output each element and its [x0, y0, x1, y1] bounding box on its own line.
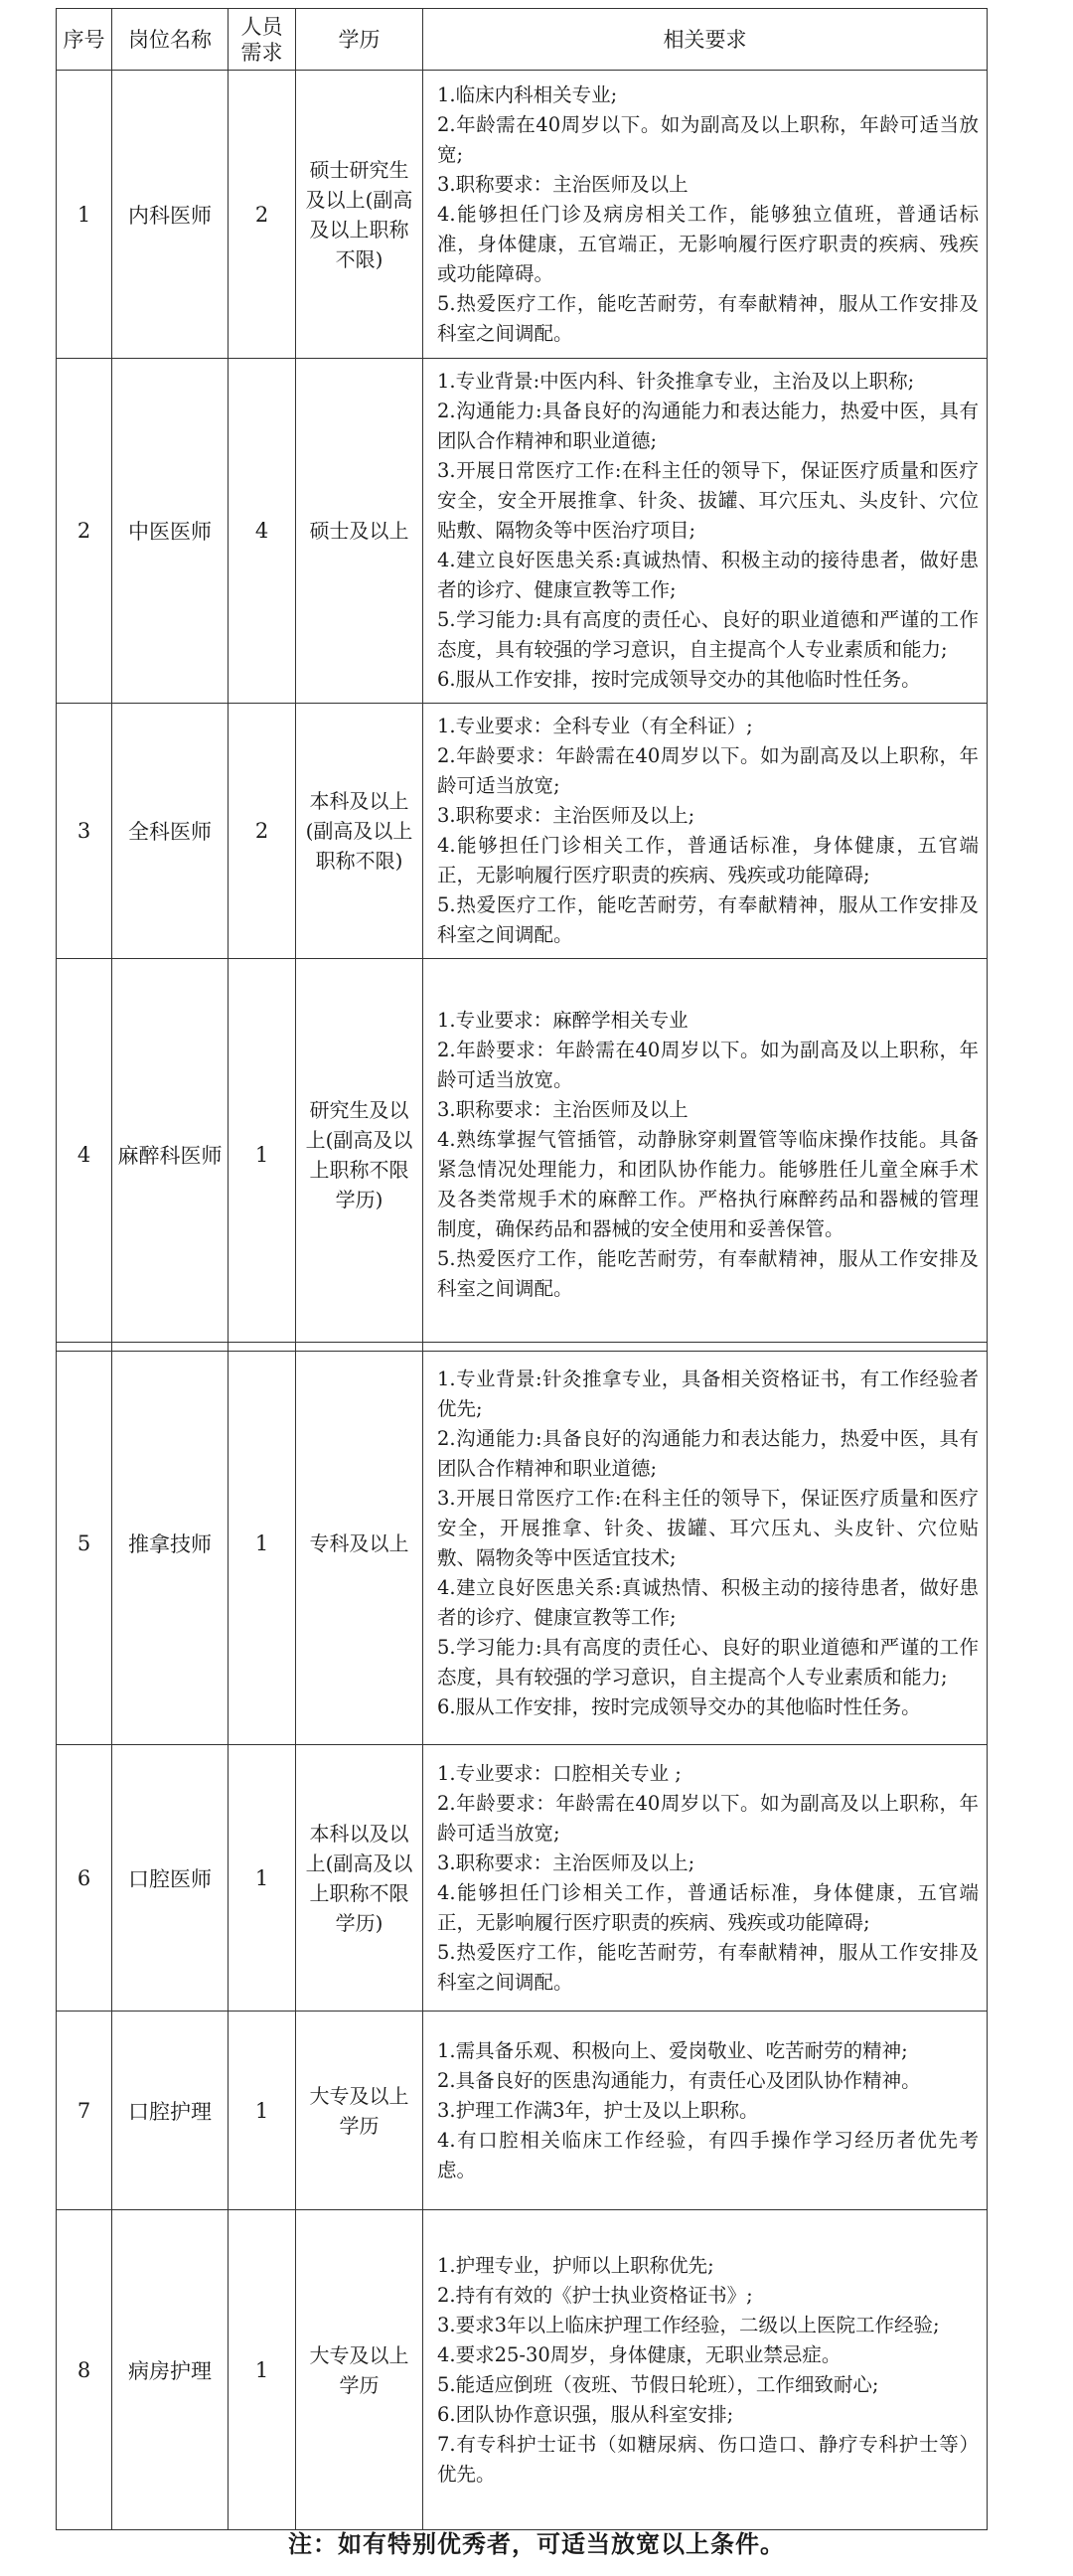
requirement-line: 2.年龄要求：年龄需在40周岁以下。如为副高及以上职称，年龄可适当放宽; [437, 1791, 979, 1845]
requirement-line: 3.要求3年以上临床护理工作经验，二级以上医院工作经验; [437, 2313, 940, 2336]
header-position: 岗位名称 [112, 9, 229, 71]
requirement-line: 6.服从工作安排，按时完成领导交办的其他临时性任务。 [437, 668, 921, 691]
cell-no: 8 [57, 2210, 112, 2530]
cell-education: 硕士研究生及以上(副高及以上职称不限) [296, 71, 423, 359]
cell-requirements [423, 359, 988, 704]
requirement-line: 2.年龄要求：年龄需在40周岁以下。如为副高及以上职称，年龄可适当放宽; [437, 744, 979, 797]
cell-count: 1 [229, 1343, 296, 1745]
cell-requirements [423, 704, 988, 959]
footnote: 注：如有特别优秀者，可适当放宽以上条件。 [288, 2529, 785, 2558]
cell-count: 2 [229, 71, 296, 359]
cell-position: 口腔护理 [112, 2012, 229, 2210]
requirement-line: 4.要求25-30周岁，身体健康，无职业禁忌症。 [437, 2342, 842, 2366]
cell-position: 内科医师 [112, 71, 229, 359]
table-row [57, 704, 988, 959]
table-row [57, 71, 988, 359]
requirement-line: 2.年龄需在40周岁以下。如为副高及以上职称，年龄可适当放宽; [437, 112, 979, 166]
cell-position: 中医医师 [112, 359, 229, 704]
requirement-line: 3.职称要求：主治医师及以上 [437, 172, 689, 196]
requirement-line: 4.熟练掌握气管插管，动静脉穿刺置管等临床操作技能。具备紧急情况处理能力，和团队协作能力。能够胜任儿童全麻手术及各类常规手术的麻醉工作。严格执行麻醉药品和器械的管理制度，确保药品和器械的安全使用和妥善保管。 [437, 1128, 979, 1240]
requirement-line: 4.建立良好医患关系:真诚热情、积极主动的接待患者，做好患者的诊疗、健康宣教等工作; [437, 549, 979, 601]
requirement-line: 1.专业背景:中医内科、针灸推拿专业，主治及以上职称; [437, 370, 915, 393]
table-header-row [57, 9, 988, 71]
requirement-line: 2.年龄要求：年龄需在40周岁以下。如为副高及以上职称，年龄可适当放宽。 [437, 1039, 979, 1091]
requirement-line: 5.学习能力:具有高度的责任心、良好的职业道德和严谨的工作态度，具有较强的学习意识，自主提高个人专业素质和能力; [437, 1636, 979, 1689]
requirement-line: 1.专业要求：全科专业（有全科证）; [437, 715, 753, 737]
table-1-body [57, 71, 988, 1352]
table-row [57, 1343, 988, 1745]
cell-education: 本科以及以上(副高及以上职称不限学历) [296, 1745, 423, 2012]
requirement-line: 4.能够担任门诊相关工作，普通话标准，身体健康，五官端正，无影响履行医疗职责的疾病、残疾或功能障碍; [437, 1880, 979, 1934]
requirement-line: 1.专业要求：口腔相关专业 ; [437, 1761, 682, 1785]
cell-no: 5 [57, 1343, 112, 1745]
table-row [57, 359, 988, 704]
cell-education: 大专及以上学历 [296, 2012, 423, 2210]
requirement-line: 7.有专科护士证书（如糖尿病、伤口造口、静疗专科护士等）优先。 [437, 2432, 979, 2486]
requirement-line: 3.开展日常医疗工作:在科主任的领导下，保证医疗质量和医疗安全，安全开展推拿、针灸、拔罐、耳穴压丸、头皮针、穴位贴敷、隔物灸等中医治疗项目; [437, 459, 979, 542]
header-no: 序号 [57, 9, 112, 71]
cell-no: 2 [57, 359, 112, 704]
requirement-line: 3.护理工作满3年，护士及以上职称。 [437, 2098, 759, 2122]
cell-no: 6 [57, 1745, 112, 2012]
cell-requirements [423, 1745, 988, 2012]
cell-requirements [423, 2210, 988, 2530]
cell-count: 4 [229, 359, 296, 704]
requirement-line: 1.临床内科相关专业; [437, 82, 618, 106]
requirement-line: 4.建立良好医患关系:真诚热情、积极主动的接待患者，做好患者的诊疗、健康宣教等工作; [437, 1576, 979, 1629]
cell-no: 1 [57, 71, 112, 359]
header-requirements: 相关要求 [423, 9, 988, 71]
requirement-line: 4.有口腔相关临床工作经验，有四手操作学习经历者优先考虑。 [437, 2128, 979, 2181]
cell-education: 专科及以上 [296, 1343, 423, 1745]
recruitment-table-1 [56, 8, 988, 1352]
cell-position: 麻醉科医师 [112, 959, 229, 1352]
cell-position: 口腔医师 [112, 1745, 229, 2012]
header-education: 学历 [296, 9, 423, 71]
requirement-line: 3.开展日常医疗工作:在科主任的领导下，保证医疗质量和医疗安全，开展推拿、针灸、拔罐、耳穴压丸、头皮针、穴位贴敷、隔物灸等中医适宜技术; [437, 1487, 979, 1569]
table-2-body [57, 1343, 988, 2530]
cell-count: 1 [229, 1745, 296, 2012]
requirement-line: 3.职称要求：主治医师及以上; [437, 804, 695, 827]
recruitment-table-2 [56, 1342, 988, 2530]
cell-no: 7 [57, 2012, 112, 2210]
table-row [57, 2012, 988, 2210]
table-row [57, 959, 988, 1352]
cell-education: 硕士及以上 [296, 359, 423, 704]
requirement-line: 1.专业要求：麻醉学相关专业 [437, 1009, 689, 1032]
requirement-line: 2.沟通能力:具备良好的沟通能力和表达能力，热爱中医，具有团队合作精神和职业道德; [437, 400, 979, 452]
cell-education: 大专及以上学历 [296, 2210, 423, 2530]
requirement-line: 2.沟通能力:具备良好的沟通能力和表达能力，热爱中医，具有团队合作精神和职业道德; [437, 1427, 979, 1480]
requirement-line: 5.学习能力:具有高度的责任心、良好的职业道德和严谨的工作态度，具有较强的学习意识，自主提高个人专业素质和能力; [437, 608, 979, 661]
cell-requirements [423, 71, 988, 359]
cell-count: 2 [229, 704, 296, 959]
table-row [57, 2210, 988, 2530]
requirement-line: 6.团队协作意识强，服从科室安排; [437, 2402, 734, 2426]
requirement-line: 5.热爱医疗工作，能吃苦耐劳，有奉献精神，服从工作安排及科室之间调配。 [437, 893, 979, 946]
cell-requirements [423, 1343, 988, 1745]
cell-position: 全科医师 [112, 704, 229, 959]
requirement-line: 5.热爱医疗工作，能吃苦耐劳，有奉献精神，服从工作安排及科室之间调配。 [437, 291, 979, 345]
requirement-line: 1.护理专业，护师以上职称优先; [437, 2253, 714, 2277]
requirement-line: 2.持有有效的《护士执业资格证书》; [437, 2283, 753, 2307]
requirement-line: 5.热爱医疗工作，能吃苦耐劳，有奉献精神，服从工作安排及科室之间调配。 [437, 1940, 979, 1994]
cell-requirements [423, 959, 988, 1352]
requirement-line: 6.服从工作安排，按时完成领导交办的其他临时性任务。 [437, 1695, 921, 1718]
cell-count: 1 [229, 959, 296, 1352]
header-count: 人员需求 [229, 9, 296, 71]
table-row [57, 1745, 988, 2012]
requirement-line: 5.能适应倒班（夜班、节假日轮班），工作细致耐心; [437, 2372, 879, 2396]
cell-position: 病房护理 [112, 2210, 229, 2530]
requirement-line: 5.热爱医疗工作，能吃苦耐劳，有奉献精神，服从工作安排及科室之间调配。 [437, 1247, 979, 1300]
cell-position: 推拿技师 [112, 1343, 229, 1745]
cell-requirements [423, 2012, 988, 2210]
cell-no: 3 [57, 704, 112, 959]
requirement-line: 1.专业背景:针灸推拿专业，具备相关资格证书，有工作经验者优先; [437, 1368, 979, 1420]
requirement-line: 3.职称要求：主治医师及以上 [437, 1098, 689, 1121]
requirement-line: 4.能够担任门诊相关工作，普通话标准，身体健康，五官端正，无影响履行医疗职责的疾病、残疾或功能障碍; [437, 834, 979, 886]
cell-no: 4 [57, 959, 112, 1352]
cell-count: 1 [229, 2012, 296, 2210]
cell-education: 研究生及以上(副高及以上职称不限学历) [296, 959, 423, 1352]
cell-education: 本科及以上(副高及以上职称不限) [296, 704, 423, 959]
requirement-line: 4.能够担任门诊及病房相关工作，能够独立值班，普通话标准，身体健康，五官端正，无影响履行医疗职责的疾病、残疾或功能障碍。 [437, 202, 979, 285]
requirement-line: 2.具备良好的医患沟通能力，有责任心及团队协作精神。 [437, 2068, 921, 2092]
requirement-line: 1.需具备乐观、积极向上、爱岗敬业、吃苦耐劳的精神; [437, 2038, 908, 2062]
cell-count: 1 [229, 2210, 296, 2530]
requirement-line: 3.职称要求：主治医师及以上; [437, 1851, 695, 1874]
